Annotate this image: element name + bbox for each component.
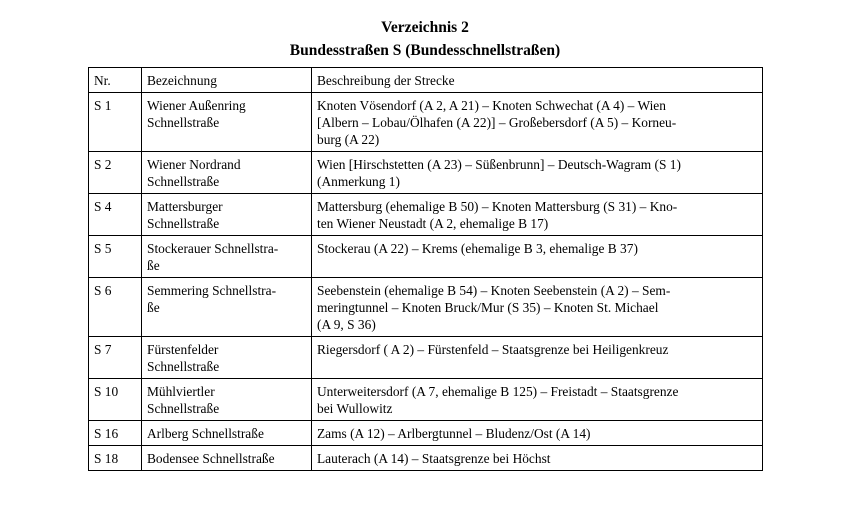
table-row bbox=[89, 278, 763, 337]
cell-bezeichnung bbox=[142, 379, 312, 421]
beschreibung-line: bei Wullowitz bbox=[317, 401, 393, 416]
cell-beschreibung bbox=[312, 421, 763, 446]
bezeichnung-line: Fürstenfelder bbox=[147, 342, 219, 357]
cell-beschreibung bbox=[312, 379, 763, 421]
bezeichnung-line: ße bbox=[147, 300, 160, 315]
cell-beschreibung bbox=[312, 93, 763, 152]
header-nr: Nr. bbox=[89, 68, 142, 93]
roads-table bbox=[88, 67, 763, 471]
bezeichnung-line: Semmering Schnellstra- bbox=[147, 283, 277, 298]
table-row bbox=[89, 93, 763, 152]
cell-bezeichnung bbox=[142, 421, 312, 446]
bezeichnung-line: ße bbox=[147, 258, 160, 273]
bezeichnung-line: Schnellstraße bbox=[147, 216, 220, 231]
cell-nr: S 18 bbox=[89, 446, 142, 471]
cell-bezeichnung bbox=[142, 278, 312, 337]
beschreibung-line: Knoten Vösendorf (A 2, A 21) – Knoten Schwechat (A 4) – Wien bbox=[317, 98, 666, 113]
beschreibung-line: meringtunnel – Knoten Bruck/Mur (S 35) – Knoten St. Michael bbox=[317, 300, 659, 315]
beschreibung-line: [Albern – Lobau/Ölhafen (A 22)] – Großebersdorf (A 5) – Korneu- bbox=[317, 115, 677, 130]
beschreibung-line: Wien [Hirschstetten (A 23) – Süßenbrunn] – Deutsch-Wagram (S 1) bbox=[317, 157, 681, 172]
bezeichnung-line: Schnellstraße bbox=[147, 401, 220, 416]
beschreibung-line: Lauterach (A 14) – Staatsgrenze bei Höchst bbox=[317, 451, 551, 466]
cell-bezeichnung bbox=[142, 93, 312, 152]
cell-nr: S 5 bbox=[89, 236, 142, 278]
cell-bezeichnung bbox=[142, 337, 312, 379]
cell-nr: S 16 bbox=[89, 421, 142, 446]
cell-nr: S 1 bbox=[89, 93, 142, 152]
table-row bbox=[89, 152, 763, 194]
cell-bezeichnung bbox=[142, 152, 312, 194]
document-title: Verzeichnis 2 bbox=[381, 19, 469, 36]
header-bezeichnung: Bezeichnung bbox=[142, 68, 312, 93]
cell-nr: S 7 bbox=[89, 337, 142, 379]
beschreibung-line: Unterweitersdorf (A 7, ehemalige B 125) – Freistadt – Staatsgrenze bbox=[317, 384, 679, 399]
cell-beschreibung bbox=[312, 152, 763, 194]
cell-beschreibung bbox=[312, 337, 763, 379]
cell-beschreibung bbox=[312, 446, 763, 471]
beschreibung-line: Riegersdorf ( A 2) – Fürstenfeld – Staatsgrenze bei Heiligenkreuz bbox=[317, 342, 669, 357]
bezeichnung-line: Mühlviertler bbox=[147, 384, 215, 399]
bezeichnung-line: Stockerauer Schnellstra- bbox=[147, 241, 279, 256]
bezeichnung-line: Mattersburger bbox=[147, 199, 223, 214]
table-row bbox=[89, 194, 763, 236]
bezeichnung-line: Schnellstraße bbox=[147, 115, 220, 130]
beschreibung-line: Seebenstein (ehemalige B 54) – Knoten Seebenstein (A 2) – Sem- bbox=[317, 283, 671, 298]
bezeichnung-line: Arlberg Schnellstraße bbox=[147, 426, 264, 441]
cell-nr: S 10 bbox=[89, 379, 142, 421]
cell-nr: S 4 bbox=[89, 194, 142, 236]
cell-bezeichnung bbox=[142, 194, 312, 236]
bezeichnung-line: Schnellstraße bbox=[147, 174, 220, 189]
header-beschreibung: Beschreibung der Strecke bbox=[312, 68, 763, 93]
bezeichnung-line: Bodensee Schnellstraße bbox=[147, 451, 275, 466]
table-row bbox=[89, 236, 763, 278]
table-row bbox=[89, 421, 763, 446]
table-row bbox=[89, 446, 763, 471]
table-row bbox=[89, 379, 763, 421]
cell-nr: S 6 bbox=[89, 278, 142, 337]
table-row bbox=[89, 337, 763, 379]
beschreibung-line: (A 9, S 36) bbox=[317, 317, 376, 332]
beschreibung-line: burg (A 22) bbox=[317, 132, 380, 147]
beschreibung-line: ten Wiener Neustadt (A 2, ehemalige B 17) bbox=[317, 216, 549, 231]
beschreibung-line: Stockerau (A 22) – Krems (ehemalige B 3, ehemalige B 37) bbox=[317, 241, 638, 256]
cell-beschreibung bbox=[312, 236, 763, 278]
beschreibung-line: Mattersburg (ehemalige B 50) – Knoten Mattersburg (S 31) – Kno- bbox=[317, 199, 678, 214]
cell-bezeichnung bbox=[142, 236, 312, 278]
beschreibung-line: Zams (A 12) – Arlbergtunnel – Bludenz/Ost (A 14) bbox=[317, 426, 591, 441]
cell-bezeichnung bbox=[142, 446, 312, 471]
beschreibung-line: (Anmerkung 1) bbox=[317, 174, 400, 189]
cell-beschreibung bbox=[312, 278, 763, 337]
cell-beschreibung bbox=[312, 194, 763, 236]
document-subtitle: Bundesstraßen S (Bundesschnellstraßen) bbox=[289, 42, 561, 59]
cell-nr: S 2 bbox=[89, 152, 142, 194]
bezeichnung-line: Wiener Außenring bbox=[147, 98, 246, 113]
table-header-row bbox=[89, 68, 763, 93]
bezeichnung-line: Schnellstraße bbox=[147, 359, 220, 374]
bezeichnung-line: Wiener Nordrand bbox=[147, 157, 241, 172]
